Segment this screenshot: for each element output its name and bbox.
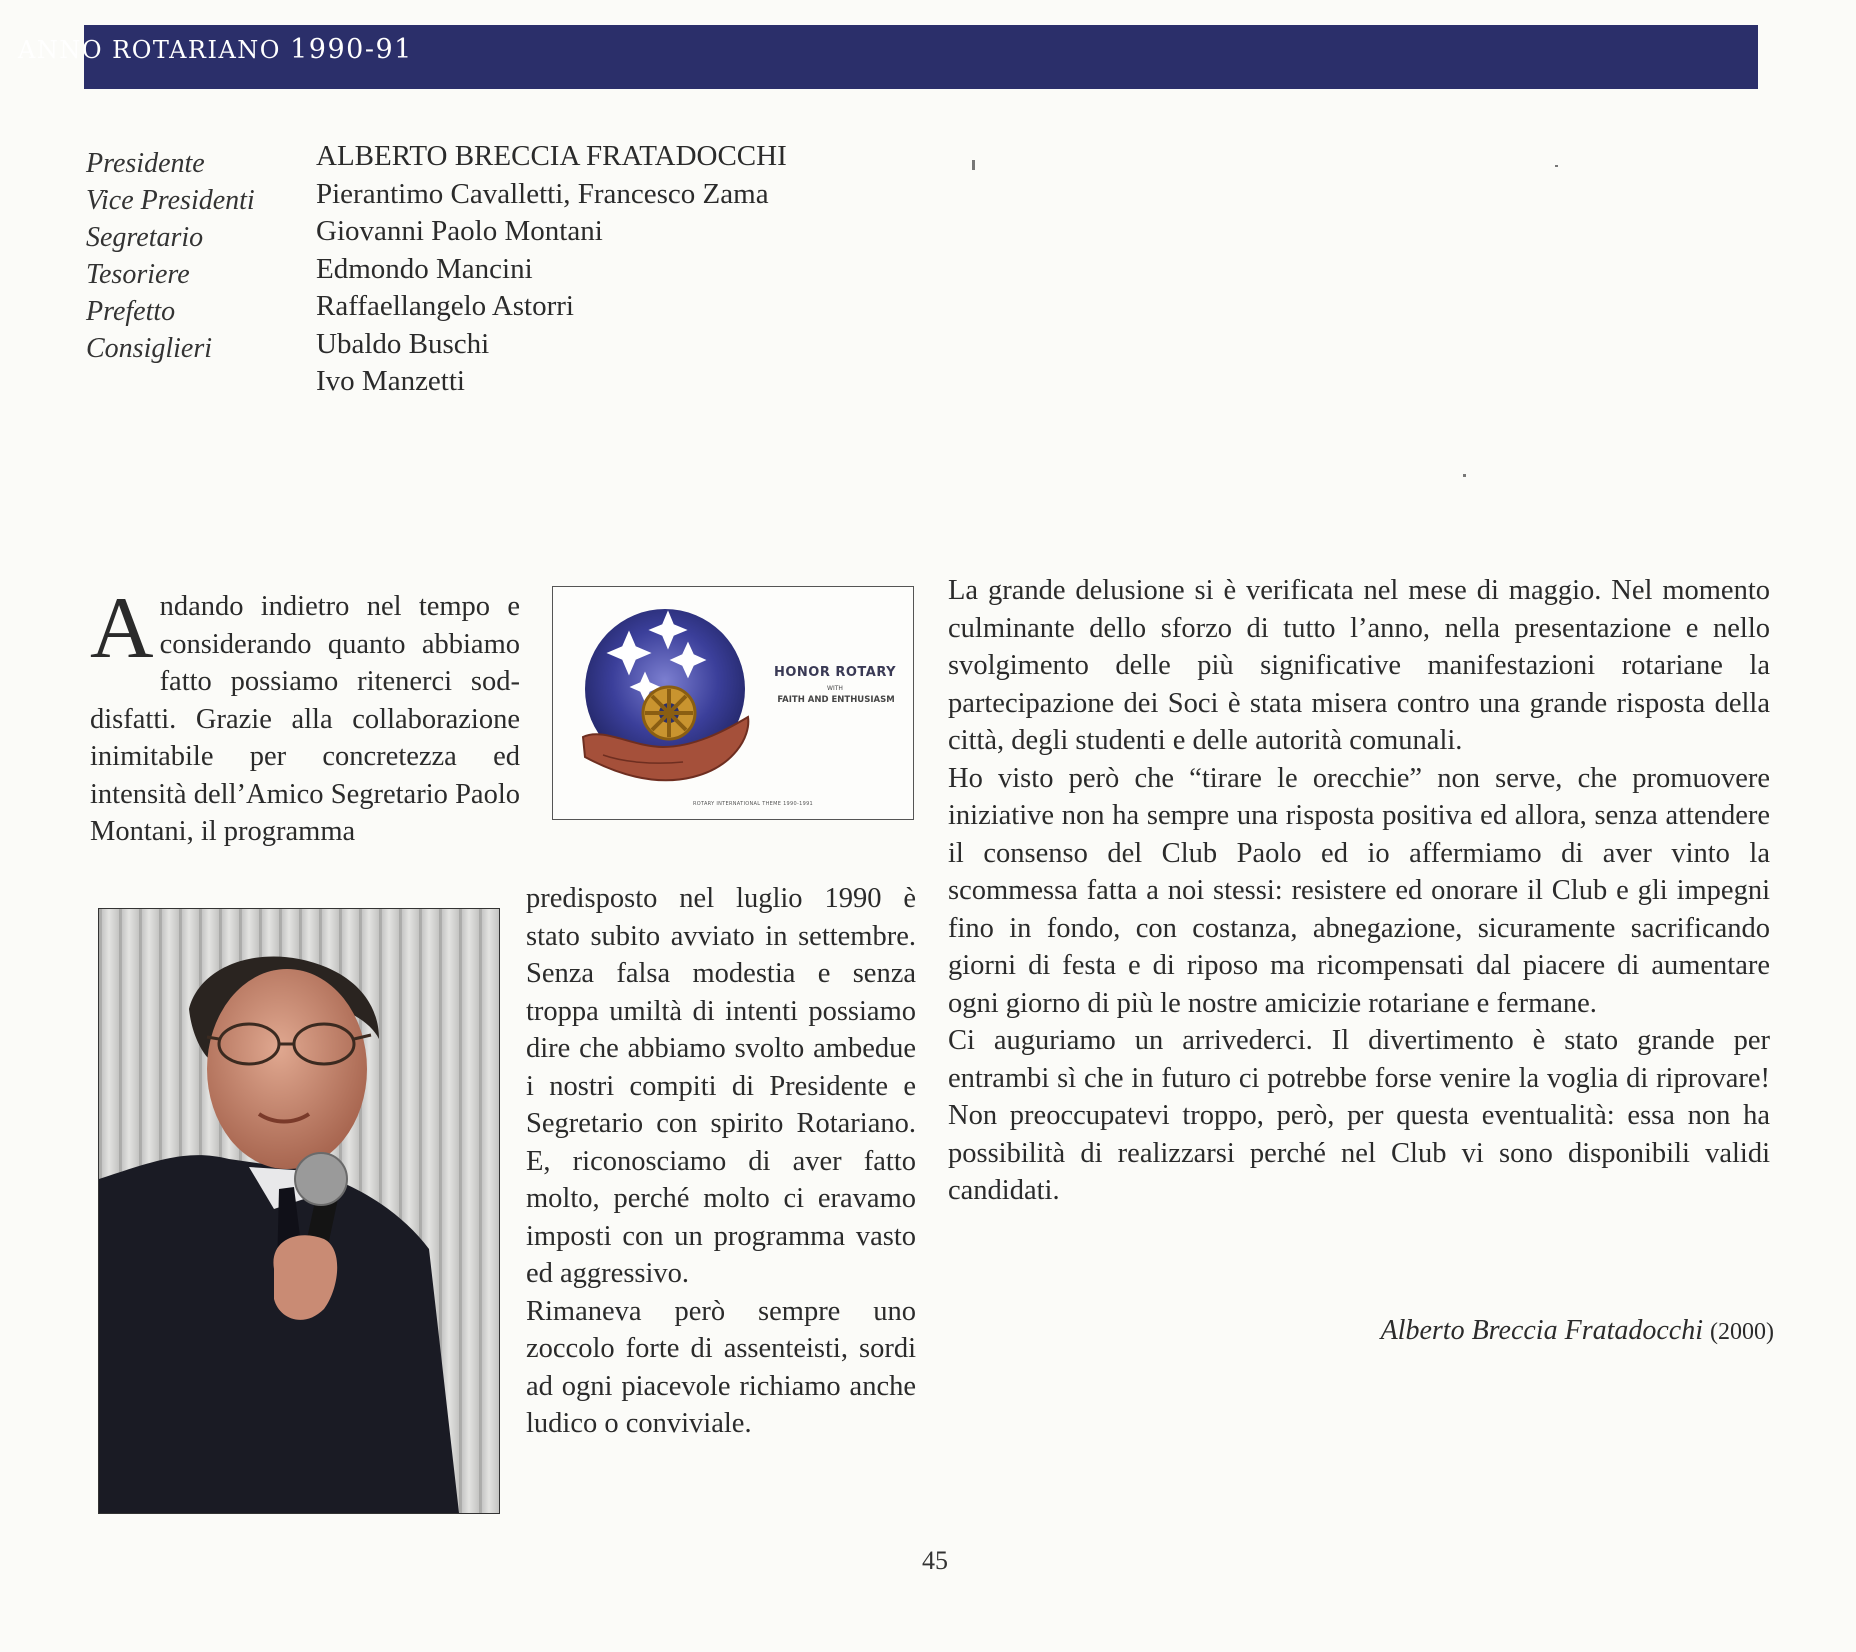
member-name: Ubaldo Buschi — [316, 327, 490, 360]
role-label: Presidente — [86, 148, 205, 179]
member-name: ALBERTO BRECCIA FRATADOCCHI — [316, 140, 787, 172]
paragraph: ndando indietro nel tempo e considerando quanto abbiamo fatto possiamo ritenerci soddisfatti. Grazie alla collaborazione inimitabile per concretezza ed intensità dell’Amico Segretario Paolo Montani, il programma — [90, 591, 520, 847]
author-year: (2000) — [1710, 1319, 1774, 1345]
board-names — [316, 138, 787, 401]
scan-speck — [1463, 474, 1466, 477]
emblem-theme: ROTARY INTERNATIONAL THEME 1990-1991 — [692, 801, 814, 807]
author-name: Alberto Breccia Fratadocchi — [1380, 1315, 1704, 1346]
role-label: Prefetto — [86, 296, 176, 327]
face-shape — [207, 969, 367, 1169]
emblem-motto: FAITH AND ENTHUSIASM — [777, 695, 895, 705]
signature — [1381, 1315, 1774, 1347]
role-label: Segretario — [86, 222, 204, 253]
paragraph: predisposto nel luglio 1990 è stato subito avviato in settembre. Senza falsa modestia e senza troppa umiltà di intenti possiamo dire che abbiamo svolto ambedue i nostri compiti di Presidente e Segretario con spirito Rotariano. E, riconosciamo di aver fatto molto, perché molto ci eravamo imposti con un programma vasto ed aggressivo. — [526, 883, 916, 1289]
portrait-photo — [98, 908, 500, 1514]
member-name: Giovanni Paolo Montani — [316, 215, 603, 247]
role-label: Consiglieri — [86, 333, 213, 364]
paragraph: Ho visto però che “tirare le orecchie” non serve, che promuovere iniziative non ha sempre una risposta positiva ed allora, senza attendere il consenso del Club Paolo ed io affermiamo di aver vinto la scommessa fatta a noi stessi: resistere ed onorare il Club e gli impegni fino in fondo, con costanza, abnegazione, sicuramente sacrificando giorni di festa e di riposo ma ricompensati dal piacere di aumentare ogni giorno di più le nostre amicizie rotariane e fermane. — [948, 762, 1770, 1019]
drop-cap: A — [90, 580, 154, 677]
title-year: 1990-91 — [290, 34, 413, 65]
title-prefix: ANNO ROTARIANO — [18, 36, 291, 64]
article-column-1 — [90, 580, 520, 851]
role-label: Vice Presidenti — [86, 185, 255, 216]
honor-rotary-emblem — [552, 586, 914, 820]
scan-speck — [972, 160, 975, 170]
emblem-artwork — [563, 597, 763, 807]
article-column-3 — [948, 572, 1770, 1210]
article-column-2 — [526, 880, 916, 1443]
emblem-title: HONOR ROTARY — [773, 665, 897, 680]
speaker-photo-artwork — [99, 909, 499, 1513]
scan-speck — [1555, 165, 1558, 167]
paragraph: Ci auguriamo un arrivederci. Il divertimento è stato grande per entrambi sì che in futuro ci potrebbe forse venire la voglia di riprovare! Non preoccupatevi troppo, però, per questa eventualità: essa non ha possibilità di realizzarsi perché nel Club vi sono disponibili validi candidati. — [948, 1025, 1770, 1206]
paragraph: La grande delusione si è verificata nel mese di maggio. Nel momento culminante dello sforzo di tutto l’anno, nella presentazione e nello svolgimento delle più significative manifestazioni rotariane la partecipazione dei Soci è stata misera contro una grande risposta della città, degli studenti e delle autorità comunali. — [948, 575, 1770, 756]
member-name: Ivo Manzetti — [316, 365, 465, 397]
member-name: Raffaellangelo Astorri — [316, 290, 574, 322]
section-title — [18, 34, 413, 65]
member-name: Edmondo Mancini — [316, 252, 533, 285]
member-name: Pierantimo Cavalletti, Francesco Zama — [316, 177, 769, 210]
emblem-with: WITH — [827, 685, 843, 692]
role-label: Tesoriere — [86, 259, 190, 290]
board-roles — [86, 145, 255, 367]
page-number: 45 — [922, 1546, 948, 1575]
paragraph: Rimaneva però sempre uno zoccolo forte di assenteisti, sordi ad ogni piacevole richiamo anche ludico o conviviale. — [526, 1295, 916, 1439]
